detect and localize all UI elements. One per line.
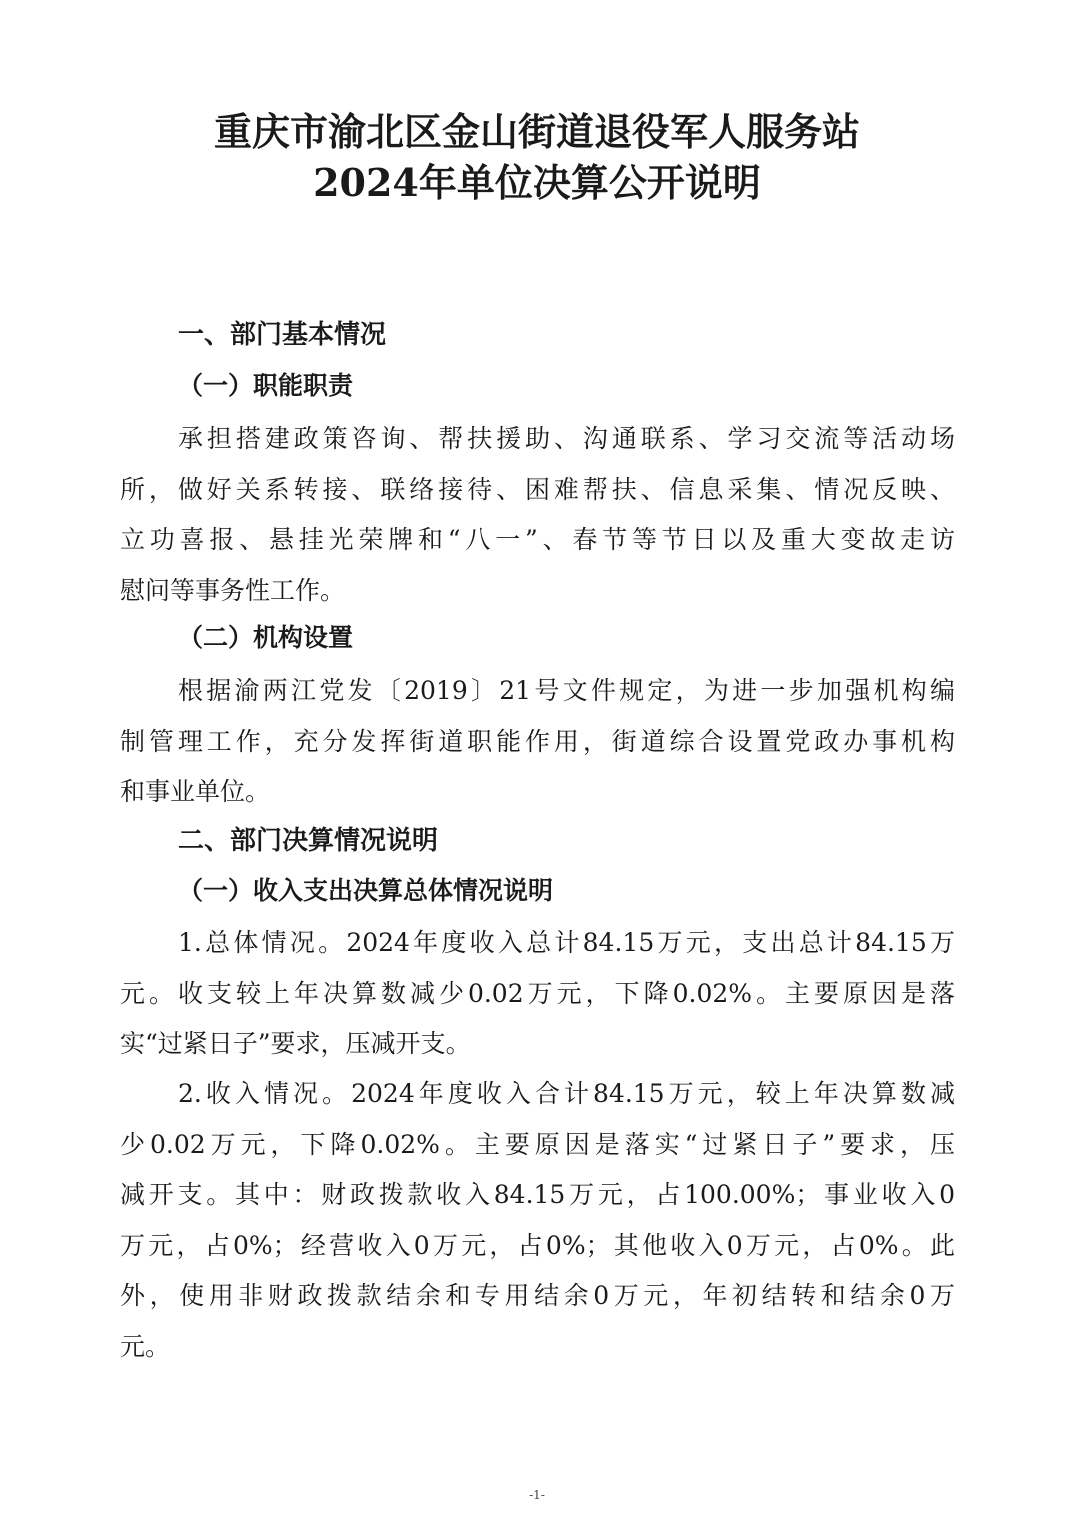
section-heading-basic-info: 一、部门基本情况 xyxy=(178,320,387,350)
paragraph-functions xyxy=(120,414,955,616)
text-line: 立功喜报、悬挂光荣牌和“八一”、春节等节日以及重大变故走访 xyxy=(120,525,955,554)
text-line: 所，做好关系转接、联络接待、困难帮扶、信息采集、情况反映、 xyxy=(120,474,955,504)
page-number: -1- xyxy=(529,1488,545,1502)
text-line: 2.收入情况。2024年度收入合计84.15万元，较上年决算数减 xyxy=(178,1079,955,1108)
text-line: 元。收支较上年决算数减少0.02万元，下降0.02%。主要原因是落 xyxy=(120,978,955,1008)
text-line: 1.总体情况。2024年度收入总计84.15万元，支出总计84.15万 xyxy=(178,928,955,957)
text-line: 实“过紧日子”要求，压减开支。 xyxy=(120,1029,471,1058)
subsection-heading-organization: （二）机构设置 xyxy=(178,623,354,652)
text-line: 慰问等事务性工作。 xyxy=(120,575,346,605)
document-title-line-2: 2024年单位决算公开说明 xyxy=(313,160,761,205)
text-line: 元。 xyxy=(120,1331,171,1361)
text-line: 和事业单位。 xyxy=(120,777,271,806)
text-line: 承担搭建政策咨询、帮扶援助、沟通联系、学习交流等活动场 xyxy=(178,424,955,453)
paragraph-overall xyxy=(120,918,955,1070)
paragraph-income xyxy=(120,1069,955,1372)
section-heading-final-accounts: 二、部门决算情况说明 xyxy=(178,826,439,856)
subsection-heading-functions: （一）职能职责 xyxy=(178,371,354,400)
paragraph-organization xyxy=(120,666,955,818)
text-line: 减开支。其中：财政拨款收入84.15万元，占100.00%；事业收入0 xyxy=(120,1180,955,1209)
text-line: 制管理工作，充分发挥街道职能作用，街道综合设置党政办事机构 xyxy=(120,726,955,756)
subsection-heading-income-expenditure: （一）收入支出决算总体情况说明 xyxy=(178,876,554,905)
text-line: 少0.02万元，下降0.02%。主要原因是落实“过紧日子”要求，压 xyxy=(120,1129,955,1159)
document-title-line-1: 重庆市渝北区金山街道退役军人服务站 xyxy=(213,109,860,154)
text-line: 根据渝两江党发〔2019〕21号文件规定，为进一步加强机构编 xyxy=(178,676,955,705)
text-line: 万元，占0%；经营收入0万元，占0%；其他收入0万元，占0%。此 xyxy=(120,1230,955,1260)
text-line: 外，使用非财政拨款结余和专用结余0万元，年初结转和结余0万 xyxy=(120,1281,955,1310)
